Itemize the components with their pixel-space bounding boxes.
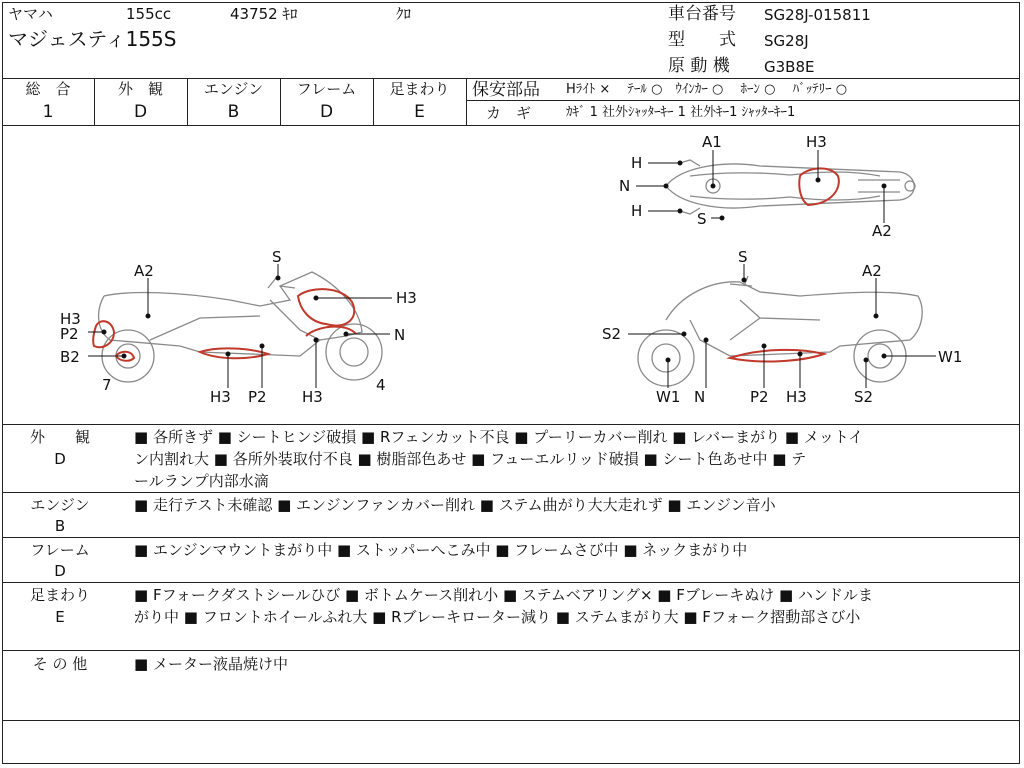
suspension-notes-line: ■ Fフォークダストシールひび ■ ボトムケース削れ小 ■ ステムベアリング× ■ Fブレーキぬけ ■ ハンドルま xyxy=(134,586,873,604)
type-label: 型 式 xyxy=(668,30,736,50)
damage-mark-h3-left-lower xyxy=(306,327,356,336)
damage-diagram xyxy=(0,126,1020,424)
suspension-notes-label: 足まわり xyxy=(29,586,90,604)
chassis-value: SG28J-015811 xyxy=(764,6,871,24)
label-left-a2: A2 xyxy=(134,262,154,280)
label-right-a2: A2 xyxy=(862,262,882,280)
safety-items: Hﾗｲﾄ × ﾃｰﾙ ○ ｳｲﾝｶｰ ○ ﾎｰﾝ ○ ﾊﾞｯﾃﾘｰ ○ xyxy=(566,82,848,97)
label-right-w1: W1 xyxy=(938,348,963,366)
engine-grade-label: エンジン xyxy=(203,80,264,98)
scooter-top-view xyxy=(666,160,915,214)
chassis-label: 車台番号 xyxy=(668,4,736,24)
suspension-grade-label: 足まわり xyxy=(389,80,450,98)
label-right-h3: H3 xyxy=(786,388,807,406)
label-right-s2: S2 xyxy=(854,388,874,406)
color: ｸﾛ xyxy=(396,5,412,23)
label-left-b2: B2 xyxy=(60,348,80,366)
frame-notes-grade: D xyxy=(54,562,66,580)
label-left-h3: H3 xyxy=(60,310,81,328)
suspension-notes-grade: E xyxy=(55,608,65,626)
label-right-s2: S2 xyxy=(602,325,622,343)
label-top-s: S xyxy=(697,210,707,228)
damage-mark-h3-left-front xyxy=(298,289,354,325)
divider xyxy=(2,537,1019,538)
frame-notes-label: フレーム xyxy=(30,541,90,559)
key-value: ｶｷﾞ 1 社外ｼｬｯﾀｰｷｰ 1 社外ｷｰ1 ｼｬｯﾀｰｷｰ1 xyxy=(566,105,796,120)
frame-notes-line: ■ エンジンマウントまがり中 ■ ストッパーへこみ中 ■ フレームさび中 ■ ネックまがり中 xyxy=(134,541,748,559)
divider xyxy=(2,492,1019,493)
divider xyxy=(466,78,467,125)
model-name: マジェスティ155S xyxy=(8,27,177,51)
scooter-right-view xyxy=(638,276,922,386)
label-left-h3: H3 xyxy=(302,388,323,406)
divider xyxy=(2,720,1019,721)
exterior-notes-line: ールランプ内部水滴 xyxy=(134,472,269,490)
label-right-w1: W1 xyxy=(656,388,681,406)
frame-grade-label: フレーム xyxy=(296,80,357,98)
divider xyxy=(466,100,1019,101)
label-left-p2: P2 xyxy=(60,325,79,343)
engine-notes-label: エンジン xyxy=(30,496,90,514)
suspension-grade-value: E xyxy=(414,102,425,122)
label-left-4: 4 xyxy=(376,376,386,394)
divider xyxy=(2,582,1019,583)
label-left-s: S xyxy=(272,248,282,266)
top-leaders xyxy=(636,150,886,223)
engine-notes-line: ■ 走行テスト未確認 ■ エンジンファンカバー削れ ■ ステム曲がり大大走れず ■ エンジン音小 xyxy=(134,496,776,514)
exterior-notes-line: ン内割れ大 ■ 各所外装取付不良 ■ 樹脂部色あせ ■ フューエルリッド破損 ■ シート色あせ中 ■ テ xyxy=(134,450,807,468)
divider xyxy=(2,424,1019,425)
exterior-notes-grade: D xyxy=(54,450,66,468)
engine-label: 原 動 機 xyxy=(668,56,730,76)
label-top-n: N xyxy=(619,177,631,195)
label-left-n: N xyxy=(394,326,406,344)
maker: ヤマハ xyxy=(8,5,53,23)
label-top-a1: A1 xyxy=(702,133,722,151)
label-left-p2: P2 xyxy=(248,388,267,406)
label-left-h3: H3 xyxy=(396,289,417,307)
other-notes-label: そ の 他 xyxy=(32,655,88,673)
exterior-grade-value: D xyxy=(133,102,148,122)
engine-value: G3B8E xyxy=(764,58,815,76)
suspension-notes-line: がり中 ■ フロントホイールふれ大 ■ Rブレーキローター減り ■ ステムまがり大 ■ Fフォーク摺動部さび小 xyxy=(134,608,861,626)
exterior-notes-line: ■ 各所きず ■ シートヒンジ破損 ■ Rフェンカット不良 ■ プーリーカバー削れ ■ レバーまがり ■ メットイ xyxy=(134,428,864,446)
engine-grade-value: B xyxy=(227,102,240,122)
other-notes-line: ■ メーター液晶焼け中 xyxy=(134,655,288,673)
label-top-h: H xyxy=(631,154,643,172)
exterior-notes-label: 外 観 xyxy=(29,428,90,446)
divider xyxy=(2,78,1019,79)
label-right-p2: P2 xyxy=(750,388,769,406)
label-top-a2: A2 xyxy=(872,222,892,240)
label-right-s: S xyxy=(738,248,748,266)
frame-grade-value: D xyxy=(319,102,334,122)
safety-label: 保安部品 xyxy=(472,80,540,100)
key-label: カ ギ xyxy=(486,104,532,122)
displacement: 155cc xyxy=(126,5,172,23)
label-left-7: 7 xyxy=(102,376,112,394)
label-left-h3: H3 xyxy=(210,388,231,406)
label-right-n: N xyxy=(694,388,706,406)
overall-value: 1 xyxy=(42,102,54,122)
engine-notes-grade: B xyxy=(54,517,66,535)
type-value: SG28J xyxy=(764,32,809,50)
divider xyxy=(2,650,1019,651)
mileage: 43752 ｷﾛ xyxy=(230,5,298,23)
left-leaders xyxy=(88,264,392,388)
label-top-h: H xyxy=(631,202,643,220)
overall-label: 総 合 xyxy=(25,80,71,98)
exterior-grade-label: 外 観 xyxy=(117,80,163,98)
label-top-h3: H3 xyxy=(806,133,827,151)
